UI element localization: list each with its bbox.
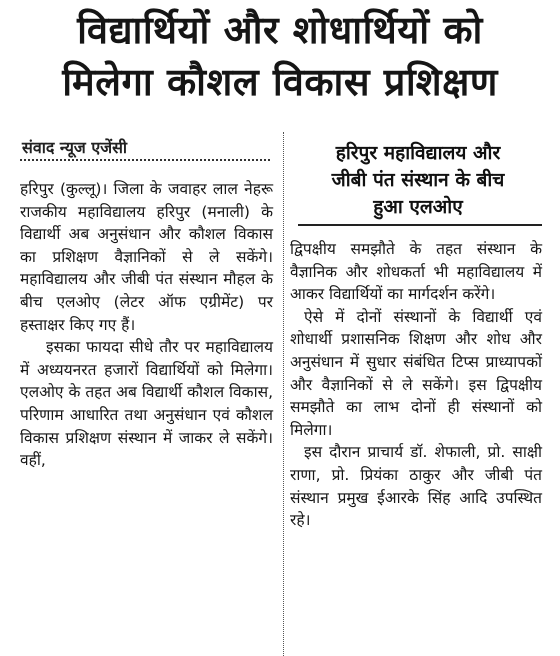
column-divider	[283, 132, 284, 656]
byline: संवाद न्यूज एजेंसी	[22, 138, 128, 157]
headline-line-2: मिलेगा कौशल विकास प्रशिक्षण	[62, 60, 498, 104]
right-column	[290, 238, 542, 532]
right-paragraph-1: द्विपक्षीय समझौते के तहत संस्थान के वैज्ञानिक और शोधकर्ता भी महाविद्यालय में आकर विद्यार्थियों का मार्गदर्शन करेंगे।	[290, 240, 542, 304]
sub-headline-rule	[298, 224, 542, 226]
sub-headline-line-1: हरिपुर महाविद्यालय और	[335, 142, 501, 164]
right-paragraph-3: इस दौरान प्राचार्य डॉ. शेफाली, प्रो. साक्षी राणा, प्रो. प्रियंका ठाकुर और जीबी पंत संस्थान प्रमुख ईआरके सिंह आदि उपस्थित रहे।	[290, 443, 542, 530]
left-paragraph-1: हरिपुर (कुल्लू)। जिला के जवाहर लाल नेहरू राजकीय महाविद्यालय हरिपुर (मनाली) के विद्यार्थी अब अनुसंधान और कौशल विकास का प्रशिक्षण वैज्ञानिकों से ले सकेंगे। महाविद्यालय और जीबी पंत संस्थान मौहल के बीच एलओए (लेटर ऑफ एग्रीमेंट) पर हस्ताक्षर किए गए हैं।	[20, 180, 273, 334]
sub-headline	[298, 140, 538, 221]
left-paragraph-2: इसका फायदा सीधे तौर पर महाविद्यालय में अध्ययनरत हजारों विद्यार्थियों को मिलेगा। एलओए के तहत अब विद्यार्थी कौशल विकास, परिणाम आधारित तथा अनुसंधान एवं कौशल विकास प्रशिक्षण संस्थान में जाकर ले सकेंगे। वहीं,	[20, 338, 273, 470]
left-column	[20, 178, 273, 472]
byline-divider	[20, 159, 270, 161]
sub-headline-line-3: हुआ एलओए	[373, 196, 463, 218]
sub-headline-line-2: जीबी पंत संस्थान के बीच	[331, 169, 505, 191]
right-paragraph-2: ऐसे में दोनों संस्थानों के विद्यार्थी एवं शोधार्थी प्रशासनिक शिक्षण और शोध और अनुसंधान में सुधार संबंधित टिप्स प्राध्यापकों और वैज्ञानिकों से ले सकेंगे। इस द्विपक्षीय समझौते का लाभ दोनों ही संस्थानों को मिलेगा।	[290, 307, 542, 439]
headline	[0, 4, 560, 108]
headline-line-1: विद्यार्थियों और शोधार्थियों को	[77, 8, 483, 52]
